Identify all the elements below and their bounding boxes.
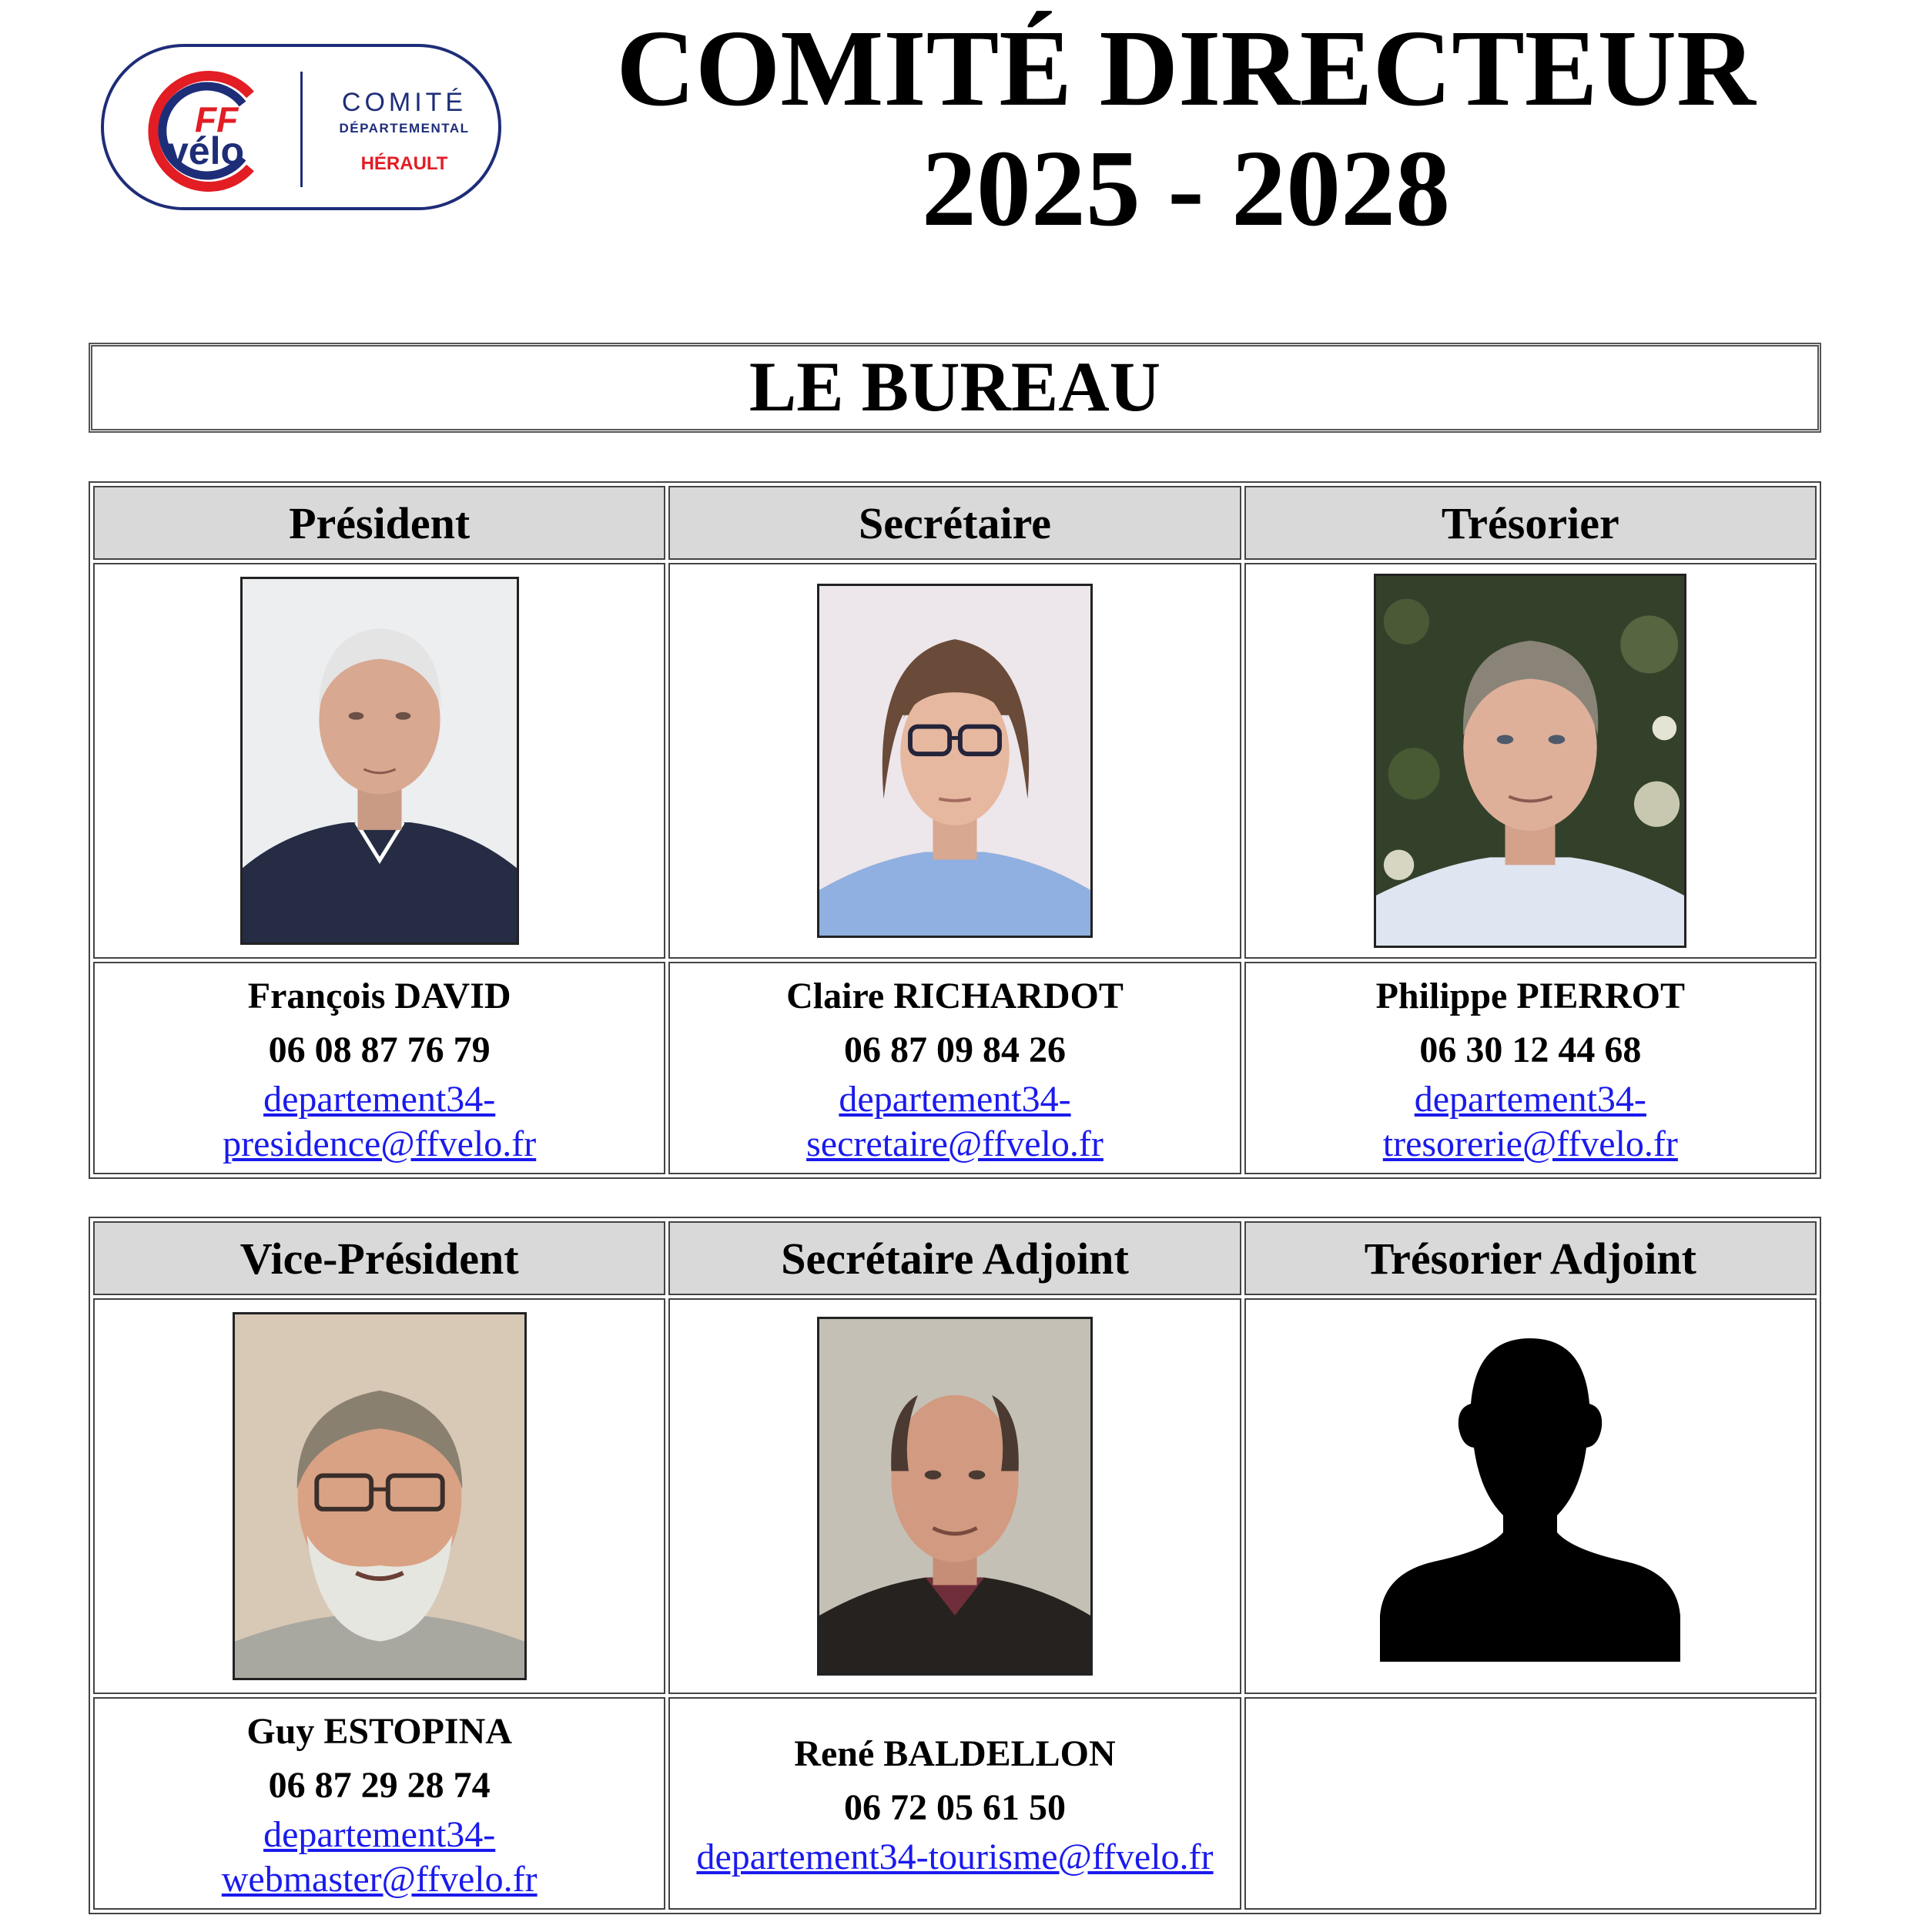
photo-cell (1244, 563, 1817, 959)
member-email-line2: webmaster@ffvelo.fr (221, 1859, 538, 1900)
member-email-line1: departement34- (263, 1079, 496, 1120)
member-email-link[interactable]: departement34-tourisme@ffvelo.fr (696, 1837, 1214, 1877)
photo-cell (93, 563, 665, 959)
logo-velo-text: vélo (167, 129, 245, 172)
logo-comite-text: COMITÉ (341, 88, 467, 117)
member-photo-secretaire (817, 584, 1093, 938)
member-info-vice-president (93, 1697, 665, 1910)
member-phone: 06 08 87 76 79 (268, 1030, 491, 1070)
member-photo-president (240, 577, 519, 945)
member-email-line2: secretaire@ffvelo.fr (806, 1123, 1104, 1164)
member-name: Guy ESTOPINA (246, 1711, 512, 1752)
page-title (585, 8, 1787, 248)
member-email-line1: departement34- (263, 1814, 496, 1855)
member-email-line2: presidence@ffvelo.fr (223, 1123, 537, 1164)
logo-ff-text: FF (195, 99, 239, 139)
logo-herault-text: HÉRAULT (360, 153, 448, 174)
member-name: Philippe PIERROT (1375, 976, 1686, 1016)
member-info-tresorier (1244, 962, 1817, 1174)
page-title-line2: 2025 - 2028 (921, 127, 1451, 249)
ffvelo-logo (101, 44, 501, 210)
member-name: Claire RICHARDOT (786, 976, 1124, 1016)
page-title-line1: COMITÉ DIRECTEUR (616, 7, 1756, 129)
member-name: François DAVID (247, 976, 511, 1016)
member-email-link[interactable] (95, 1077, 664, 1167)
member-email-line1: departement34- (839, 1079, 1071, 1120)
bureau-table-row1 (89, 481, 1821, 1179)
photo-cell (668, 1298, 1241, 1694)
bureau-table-row2 (89, 1217, 1821, 1914)
logo-divider (300, 72, 303, 187)
member-phone: 06 87 09 84 26 (843, 1030, 1066, 1070)
role-header-secretaire: Secrétaire (668, 486, 1241, 560)
member-info-secretaire-adjoint (668, 1697, 1241, 1910)
logo-departemental-text: DÉPARTEMENTAL (339, 121, 470, 136)
member-phone: 06 87 29 28 74 (268, 1765, 491, 1806)
photo-cell (1244, 1298, 1817, 1694)
member-name: René BALDELLON (794, 1733, 1116, 1774)
photo-cell (668, 563, 1241, 959)
role-header-vice-president: Vice-Président (93, 1221, 665, 1295)
member-photo-secretaire-adjoint (817, 1317, 1093, 1676)
member-info-president (93, 962, 665, 1174)
role-header-president: Président (93, 486, 665, 560)
member-phone: 06 30 12 44 68 (1419, 1030, 1642, 1070)
member-email-line2: tresorerie@ffvelo.fr (1382, 1123, 1678, 1164)
member-photo-tresorier (1374, 574, 1686, 948)
member-email-link[interactable] (1246, 1077, 1815, 1167)
role-header-tresorier: Trésorier (1244, 486, 1817, 560)
section-title: LE BUREAU (89, 343, 1821, 433)
member-phone: 06 72 05 61 50 (843, 1787, 1066, 1828)
ffvelo-emblem-icon (135, 64, 270, 195)
role-header-tresorier-adjoint: Trésorier Adjoint (1244, 1221, 1817, 1295)
member-email-link[interactable] (670, 1077, 1239, 1167)
member-email-line1: departement34- (1414, 1079, 1646, 1120)
member-email-link[interactable] (95, 1813, 664, 1902)
member-photo-vice-president (233, 1312, 527, 1680)
placeholder-silhouette-icon (1380, 1331, 1680, 1662)
member-info-tresorier-adjoint-empty (1244, 1697, 1817, 1910)
member-info-secretaire (668, 962, 1241, 1174)
role-header-secretaire-adjoint: Secrétaire Adjoint (668, 1221, 1241, 1295)
photo-cell (93, 1298, 665, 1694)
